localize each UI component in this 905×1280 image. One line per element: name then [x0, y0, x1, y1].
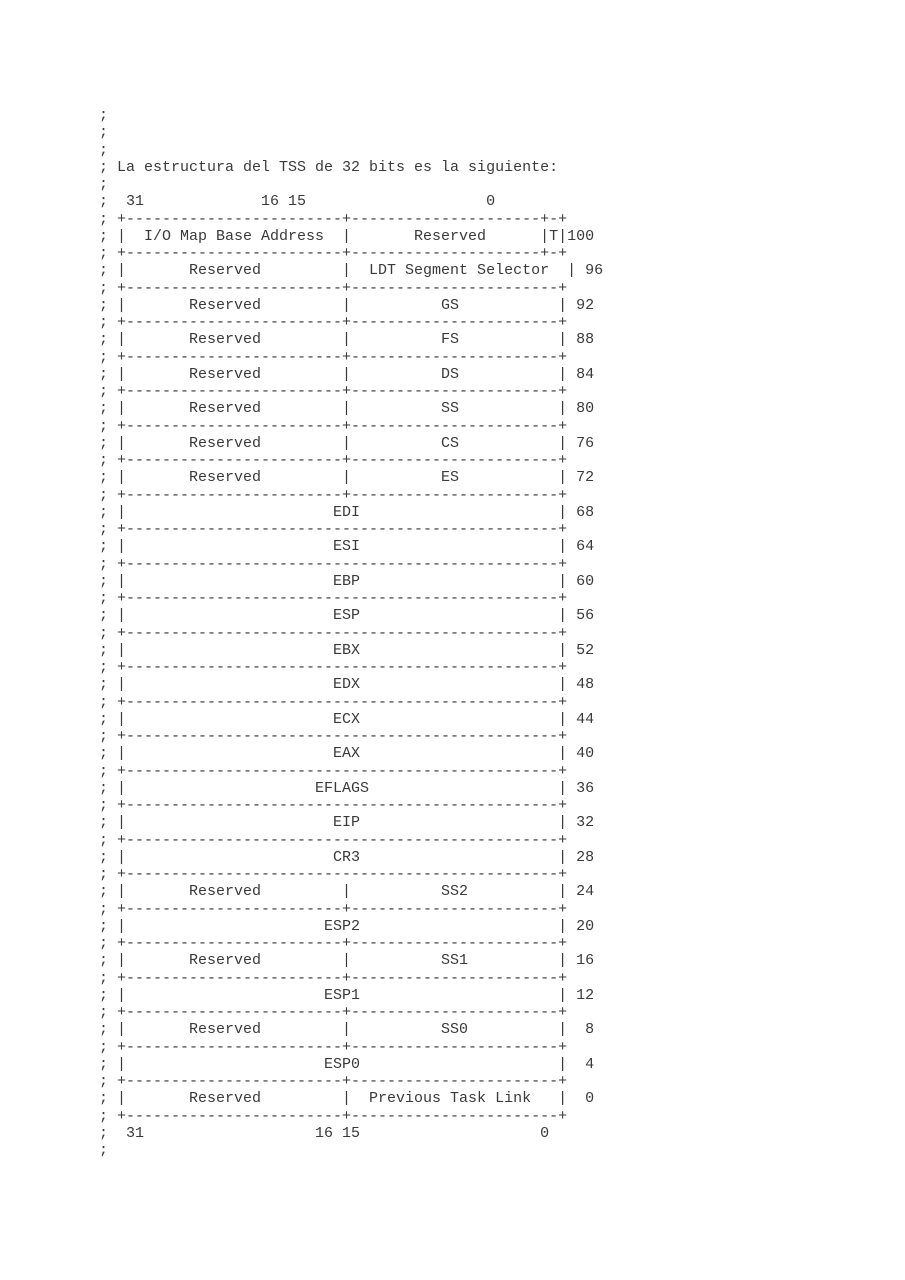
document-line: ;	[99, 107, 109, 124]
document-line: ; +------------------------+---------------------+-+	[99, 245, 568, 262]
document-line: ; | EBX | 52	[99, 641, 595, 659]
document-line: ; +------------------------------------------------+	[99, 831, 568, 849]
document-line: ; | EAX | 40	[99, 745, 595, 763]
document-line: ;	[99, 141, 109, 159]
document-line: ; +------------------------------------------------+	[99, 797, 568, 814]
document-line: ; | I/O Map Base Address | Reserved |T|100	[99, 227, 595, 245]
document-line: ; | ESP2 | 20	[99, 917, 595, 935]
document-line: ; +------------------------+-----------------------+	[99, 969, 568, 987]
document-line: ; +------------------------------------------------+	[99, 659, 568, 676]
document-line: ; +------------------------+-----------------------+	[99, 486, 568, 504]
document-line: ; +------------------------+-----------------------+	[99, 348, 568, 366]
document-line: ; | Reserved | LDT Segment Selector | 96	[99, 262, 604, 280]
document-line: ; | EDX | 48	[99, 676, 595, 694]
document-line: ; +------------------------+-----------------------+	[99, 383, 568, 400]
document-line: ; +------------------------+-----------------------+	[99, 314, 568, 331]
document-line: ; 31 16 15 0	[99, 1124, 550, 1142]
document-line: ; +------------------------+-----------------------+	[99, 1004, 568, 1021]
document-line: ; +------------------------------------------------+	[99, 762, 568, 780]
document-line: ; 31 16 15 0	[99, 193, 496, 211]
document-line: ; | ESP | 56	[99, 607, 595, 625]
document-line: ;	[99, 176, 109, 193]
document-line: ; | Reserved | Previous Task Link | 0	[99, 1090, 595, 1108]
document-line: ; | EBP | 60	[99, 572, 595, 590]
document-line: ; +------------------------+-----------------------+	[99, 279, 568, 297]
document-line: ; | EDI | 68	[99, 503, 595, 521]
document-line: ; +------------------------+-----------------------+	[99, 417, 568, 435]
document-line: ; +------------------------------------------------+	[99, 555, 568, 573]
document-line: ; | ESI | 64	[99, 538, 595, 556]
document-line: ; +------------------------------------------------+	[99, 693, 568, 711]
document-line: ;	[99, 1142, 109, 1159]
document-line: ; | Reserved | SS1 | 16	[99, 952, 595, 970]
document-line: ; +------------------------+-----------------------+	[99, 1107, 568, 1125]
document-line: ; La estructura del TSS de 32 bits es la siguiente:	[99, 158, 559, 176]
document-line: ; | Reserved | FS | 88	[99, 331, 595, 349]
document-line: ; | Reserved | SS | 80	[99, 400, 595, 418]
document-line: ; +------------------------+-----------------------+	[99, 452, 568, 469]
document-line: ; +------------------------+---------------------+-+	[99, 210, 568, 228]
document-line: ; | Reserved | ES | 72	[99, 469, 595, 487]
document-line: ; +------------------------+-----------------------+	[99, 935, 568, 952]
document-line: ; | ESP1 | 12	[99, 986, 595, 1004]
document-line: ; | ESP0 | 4	[99, 1055, 595, 1073]
tss-structure-document	[99, 107, 603, 1159]
document-line: ; | ECX | 44	[99, 710, 595, 728]
document-line: ; | Reserved | CS | 76	[99, 434, 595, 452]
document-line: ; +------------------------------------------------+	[99, 728, 568, 745]
document-line: ; | Reserved | DS | 84	[99, 365, 595, 383]
document-line: ; | EIP | 32	[99, 814, 595, 832]
document-line: ; +------------------------------------------------+	[99, 624, 568, 642]
document-line: ; | Reserved | SS2 | 24	[99, 883, 595, 901]
document-line: ;	[99, 124, 109, 142]
document-line: ; +------------------------------------------------+	[99, 866, 568, 883]
document-line: ; +------------------------------------------------+	[99, 590, 568, 607]
document-line: ; +------------------------+-----------------------+	[99, 1038, 568, 1056]
document-line: ; | Reserved | SS0 | 8	[99, 1021, 595, 1039]
document-line: ; +------------------------+-----------------------+	[99, 900, 568, 918]
document-line: ; | Reserved | GS | 92	[99, 296, 595, 314]
document-line: ; +------------------------+-----------------------+	[99, 1073, 568, 1090]
document-line: ; | CR3 | 28	[99, 848, 595, 866]
document-line: ; +------------------------------------------------+	[99, 521, 568, 538]
document-line: ; | EFLAGS | 36	[99, 779, 595, 797]
